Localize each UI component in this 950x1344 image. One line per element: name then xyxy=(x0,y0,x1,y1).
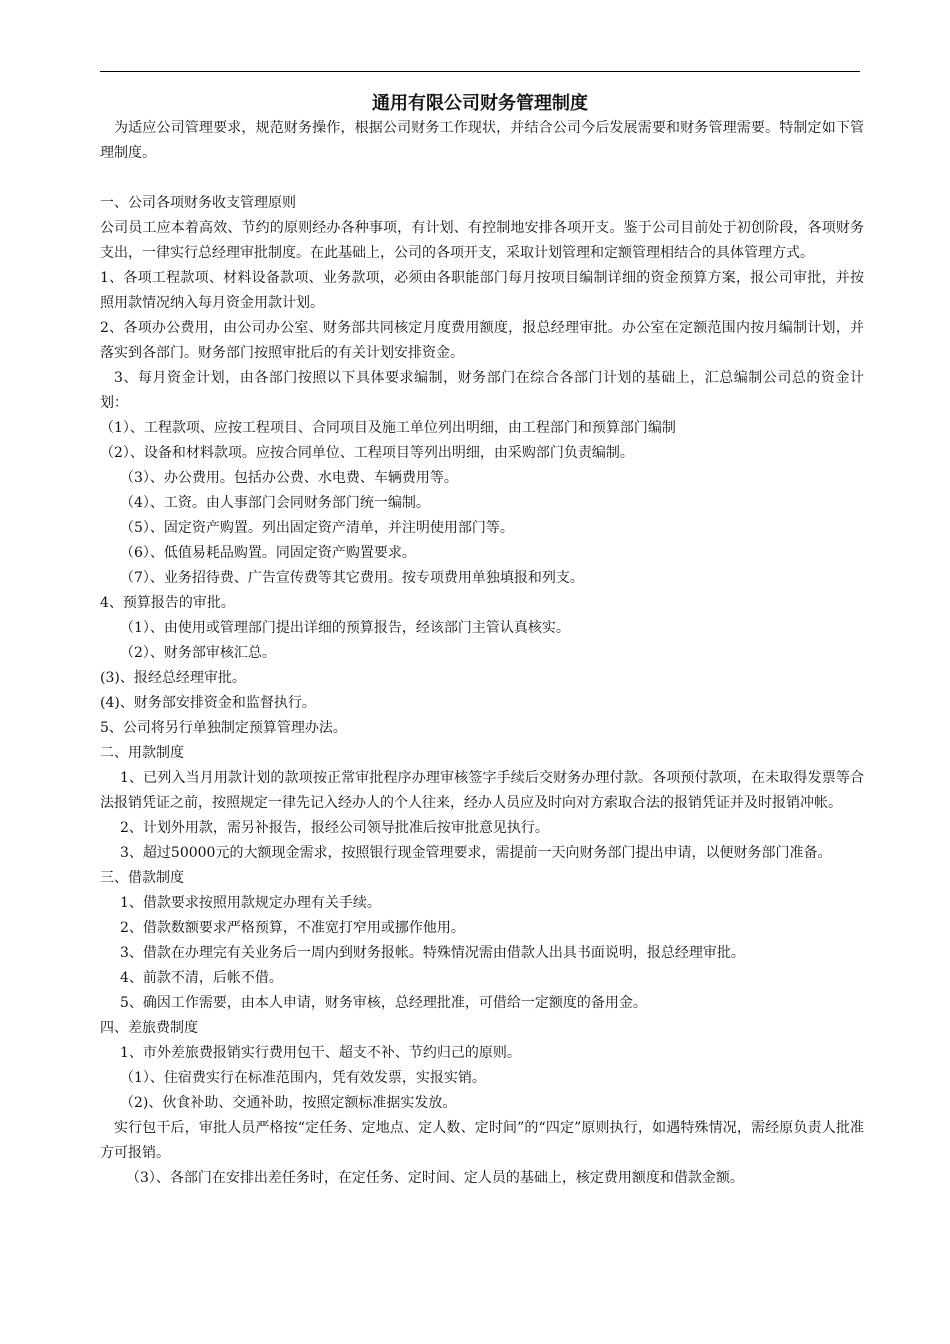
sub-item: （6）、低值易耗品购置。同固定资产购置要求。 xyxy=(120,545,416,561)
sub-item: （1）、工程款项、应按工程项目、合同项目及施工单位列出明细，由工程部门和预算部门编制 xyxy=(100,420,676,436)
list-item: 1、各项工程款项、材料设备款项、业务款项，必须由各职能部门每月按项目编制详细的资金预算方案，报公司审批，并按照用款情况纳入每月资金用款计划。 xyxy=(100,270,864,311)
sub-item: （2）、财务部审核汇总。 xyxy=(120,645,276,661)
list-item: 1、已列入当月用款计划的款项按正常审批程序办理审核签字手续后交财务办理付款。各项预付款项，在未取得发票等合法报销凭证之前，按照规定一律先记入经办人的个人往来，经办人员应及时向对方索取合法的报销凭证并及时报销冲帐。 xyxy=(100,770,864,811)
header-rule xyxy=(100,71,860,72)
list-item: 2、各项办公费用，由公司办公室、财务部共同核定月度费用额度，报总经理审批。办公室在定额范围内按月编制计划，并落实到各部门。财务部门按照审批后的有关计划安排资金。 xyxy=(100,320,864,361)
list-item: 4、前款不清，后帐不借。 xyxy=(120,970,283,986)
section-heading: 四、差旅费制度 xyxy=(100,1020,198,1036)
section-heading: 三、借款制度 xyxy=(100,870,184,886)
sub-item: （5）、固定资产购置。列出固定资产清单，并注明使用部门等。 xyxy=(120,520,514,536)
sub-item: （4）、工资。由人事部门会同财务部门统一编制。 xyxy=(120,495,430,511)
document-title: 通用有限公司财务管理制度 xyxy=(372,93,588,114)
list-item: 2、借款数额要求严格预算，不准宽打窄用或挪作他用。 xyxy=(120,920,465,936)
sub-item: （2）、设备和材料款项。应按合同单位、工程项目等列出明细，由采购部门负责编制。 xyxy=(100,445,634,461)
intro-paragraph: 为适应公司管理要求，规范财务操作，根据公司财务工作现状，并结合公司今后发展需要和财务管理需要。特制定如下管理制度。 xyxy=(100,120,864,161)
sub-item: （7）、业务招待费、广告宣传费等其它费用。按专项费用单独填报和列支。 xyxy=(120,570,584,586)
sub-item: （1）、住宿费实行在标准范围内，凭有效发票，实报实销。 xyxy=(120,1070,486,1086)
list-item: 4、预算报告的审批。 xyxy=(100,595,235,611)
list-item: 3、超过50000元的大额现金需求，按照银行现金管理要求，需提前一天向财务部门提出申请，以便财务部门准备。 xyxy=(120,845,832,861)
document-body xyxy=(100,116,864,1191)
list-item: 3、借款在办理完有关业务后一周内到财务报帐。特殊情况需由借款人出具书面说明，报总经理审批。 xyxy=(120,945,745,961)
sub-item: （3）、各部门在安排出差任务时，在定任务、定时间、定人员的基础上，核定费用额度和借款金额。 xyxy=(126,1170,744,1186)
sub-item: (3)、报经总经理审批。 xyxy=(100,670,246,686)
list-item: 3、每月资金计划，由各部门按照以下具体要求编制，财务部门在综合各部门计划的基础上，汇总编制公司总的资金计划： xyxy=(100,370,864,411)
list-item: 1、借款要求按照用款规定办理有关手续。 xyxy=(120,895,381,911)
list-item: 5、公司将另行单独制定预算管理办法。 xyxy=(100,720,347,736)
section-heading: 二、用款制度 xyxy=(100,745,184,761)
paragraph: 实行包干后，审批人员严格按“定任务、定地点、定人数、定时间”的“四定”原则执行，如遇特殊情况，需经原负责人批准方可报销。 xyxy=(100,1120,864,1161)
list-item: 2、计划外用款，需另补报告，报经公司领导批准后按审批意见执行。 xyxy=(120,820,549,836)
sub-item: (4)、财务部安排资金和监督执行。 xyxy=(100,695,316,711)
list-item: 1、市外差旅费报销实行费用包干、超支不补、节约归己的原则。 xyxy=(120,1045,521,1061)
section-heading: 一、公司各项财务收支管理原则 xyxy=(100,195,296,211)
sub-item: （1）、由使用或管理部门提出详细的预算报告，经该部门主管认真核实。 xyxy=(120,620,570,636)
list-item: 5、确因工作需要，由本人申请，财务审核，总经理批准，可借给一定额度的备用金。 xyxy=(120,995,647,1011)
blank-line xyxy=(100,166,864,191)
sub-item: （2)、伙食补助、交通补助，按照定额标准据实发放。 xyxy=(120,1095,457,1111)
sub-item: （3）、办公费用。包括办公费、水电费、车辆费用等。 xyxy=(120,470,458,486)
paragraph: 公司员工应本着高效、节约的原则经办各种事项，有计划、有控制地安排各项开支。鉴于公司目前处于初创阶段，各项财务支出，一律实行总经理审批制度。在此基础上，公司的各项开支，采取计划管理和定额管理相结合的具体管理方式。 xyxy=(100,220,864,261)
